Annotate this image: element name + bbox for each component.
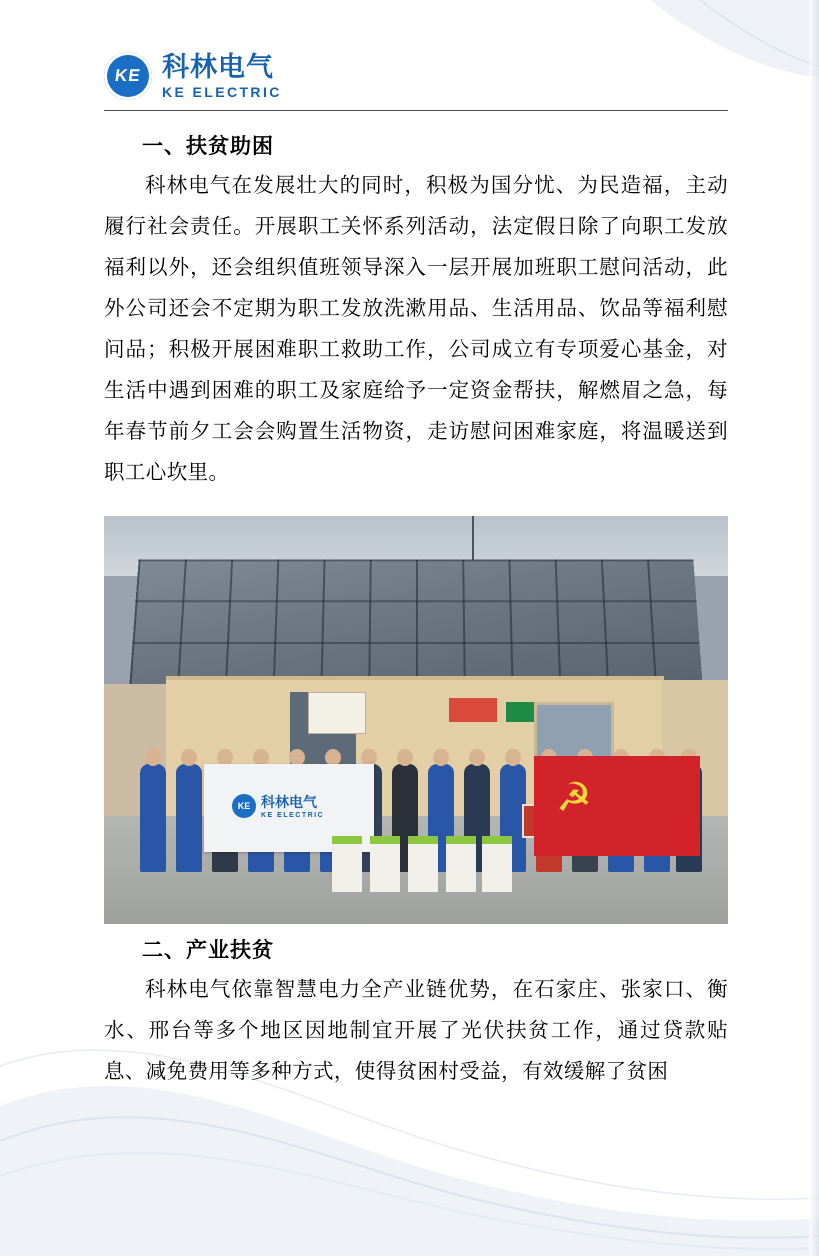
photo-flag-name-cn: 科林电气 <box>261 794 317 810</box>
photo-antenna <box>472 516 474 564</box>
brand-name-en: KE ELECTRIC <box>162 83 282 100</box>
photo-party-flag <box>534 756 700 856</box>
document-header <box>104 48 728 110</box>
brand-wordmark <box>162 51 282 100</box>
brand-logo <box>104 48 728 104</box>
brand-name-cn: 科林电气 <box>162 51 274 82</box>
photo-group-donation <box>104 516 728 924</box>
ke-logo-icon <box>104 52 152 100</box>
hammer-sickle-icon: ☭ <box>556 775 592 820</box>
photo-flag-logo <box>232 792 324 819</box>
section-paragraph-2: 科林电气依靠智慧电力全产业链优势，在石家庄、张家口、衡水、邢台等多个地区因地制宜开展了光伏扶贫工作，通过贷款贴息、减免费用等多种方式，使得贫困村受益，有效缓解了贫困 <box>104 979 728 1083</box>
photo-flag-monogram: KE <box>232 794 256 818</box>
photo-supply-bags <box>332 838 512 892</box>
section-paragraph-1: 科林电气在发展壮大的同时，积极为国分忧、为民造福，主动履行社会责任。开展职工关怀系列活动，法定假日除了向职工发放福利以外，还会组织值班领导深入一层开展加班职工慰问活动，此外公司还会不定期为职工发放洗漱用品、生活用品、饮品等福利慰问品；积极开展困难职工救助工作，公司成立有专项爱心基金，对生活中遇到困难的职工及家庭给予一定资金帮扶，解燃眉之急，每年春节前夕工会会购置生活物资，走访慰问困难家庭，将温暖送到职工心坎里。 <box>104 175 728 484</box>
photo-flag-name-en: KE ELECTRIC <box>261 812 325 819</box>
photo-solar-panels <box>129 559 703 688</box>
photo-solar-roof <box>129 559 703 688</box>
header-divider <box>104 110 728 111</box>
section-heading-2: 二、产业扶贫 <box>142 938 274 962</box>
page-edge-shadow <box>809 0 819 1256</box>
document-body <box>104 120 728 1093</box>
logo-monogram: KE <box>113 66 143 85</box>
section-heading-1: 一、扶贫助困 <box>142 134 274 158</box>
